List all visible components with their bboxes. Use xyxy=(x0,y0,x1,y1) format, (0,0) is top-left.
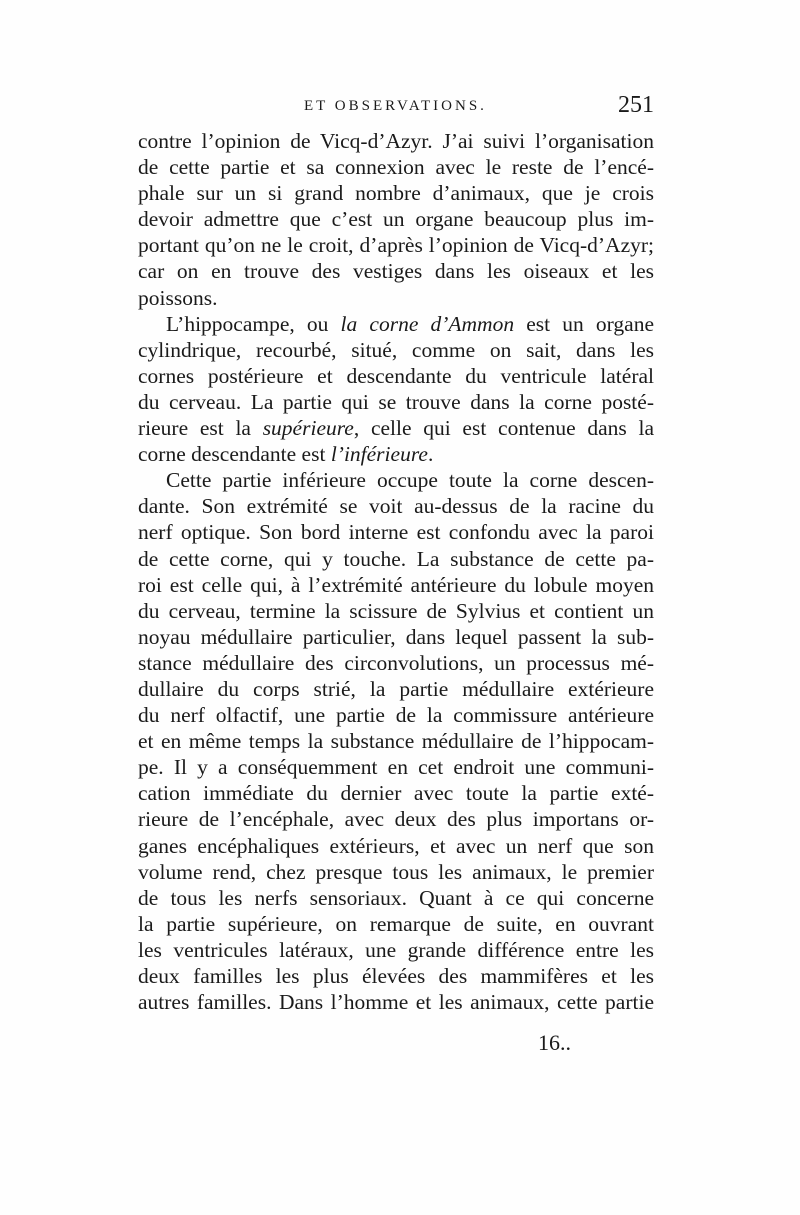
italic-term: supérieure xyxy=(262,416,354,441)
text-line: et en même temps la substance médullaire de l’hippocam- xyxy=(138,729,654,754)
text-line: portant qu’on ne le croit, d’après l’opinion de Vicq-d’Azyr; xyxy=(138,233,654,258)
text-line xyxy=(138,311,654,337)
text-run: est un organe xyxy=(514,311,654,336)
text-line: poissons. xyxy=(138,285,218,310)
text-line: la partie supérieure, on remarque de suite, en ouvrant xyxy=(138,911,654,936)
text-line: noyau médullaire particulier, dans lequel passent la sub- xyxy=(138,624,654,649)
signature-mark: 16.. xyxy=(538,1030,571,1055)
running-title: ET OBSERVATIONS. xyxy=(304,98,487,114)
text-line: devoir admettre que c’est un organe beaucoup plus im- xyxy=(138,207,654,232)
text-line: pe. Il y a conséquemment en cet endroit une communi- xyxy=(138,755,654,780)
text-line: autres familles. Dans l’homme et les animaux, cette partie xyxy=(138,990,654,1015)
text-run: . xyxy=(427,442,434,467)
text-line: roi est celle qui, à l’extrémité antérieure du lobule moyen xyxy=(138,572,654,597)
text-line: cylindrique, recourbé, situé, comme on sait, dans les xyxy=(138,337,654,362)
text-line: car on en trouve des vestiges dans les oiseaux et les xyxy=(138,259,654,284)
text-line: deux familles les plus élevées des mammifères et les xyxy=(138,964,654,988)
running-head xyxy=(138,94,654,124)
text-line: du nerf olfactif, une partie de la commissure antérieure xyxy=(138,703,654,728)
italic-term: la corne d’Ammon xyxy=(340,311,515,336)
text-line: dullaire du corps strié, la partie médullaire extérieure xyxy=(138,676,654,701)
text-line: ganes encéphaliques extérieurs, et avec un nerf que son xyxy=(138,833,654,858)
text-line: cation immédiate du dernier avec toute la partie exté- xyxy=(138,781,654,806)
text-line: cornes postérieure et descendante du ventricule latéral xyxy=(138,363,654,388)
text-line: Cette partie inférieure occupe toute la corne descen- xyxy=(166,468,654,493)
text-line: dante. Son extrémité se voit au-dessus de la racine du xyxy=(138,494,654,519)
text-line: stance médullaire des circonvolutions, un processus mé- xyxy=(138,650,654,675)
text-line: de cette partie et sa connexion avec le reste de l’encé- xyxy=(138,155,654,180)
text-line: du cerveau, termine la scissure de Sylvius et contient un xyxy=(138,598,654,623)
text-line: volume rend, chez presque tous les animaux, le premier xyxy=(138,859,654,884)
text-line xyxy=(138,441,654,467)
text-line: de cette corne, qui y touche. La substance de cette pa- xyxy=(138,546,654,571)
text-line: de tous les nerfs sensoriaux. Quant à ce qui concerne xyxy=(138,885,654,910)
text-line xyxy=(138,415,654,441)
italic-term: l’inférieure xyxy=(330,442,428,467)
text-line: nerf optique. Son bord interne est confondu avec la paroi xyxy=(138,520,654,545)
text-line: phale sur un si grand nombre d’animaux, que je crois xyxy=(138,181,654,206)
text-run: rieure est la xyxy=(138,416,263,441)
text-run: , celle qui est contenue dans la xyxy=(353,416,654,441)
text-run: corne descendante est xyxy=(138,442,331,467)
text-line: contre l’opinion de Vicq-d’Azyr. J’ai suivi l’organisation xyxy=(138,129,654,153)
text-line: les ventricules latéraux, une grande différence entre les xyxy=(138,937,654,962)
body-text xyxy=(138,128,654,1015)
page-number: 251 xyxy=(618,92,654,118)
text-line: rieure de l’encéphale, avec deux des plus importans or- xyxy=(138,807,654,832)
text-line: du cerveau. La partie qui se trouve dans la corne posté- xyxy=(138,389,654,414)
text-run: L’hippocampe, ou xyxy=(166,311,341,336)
